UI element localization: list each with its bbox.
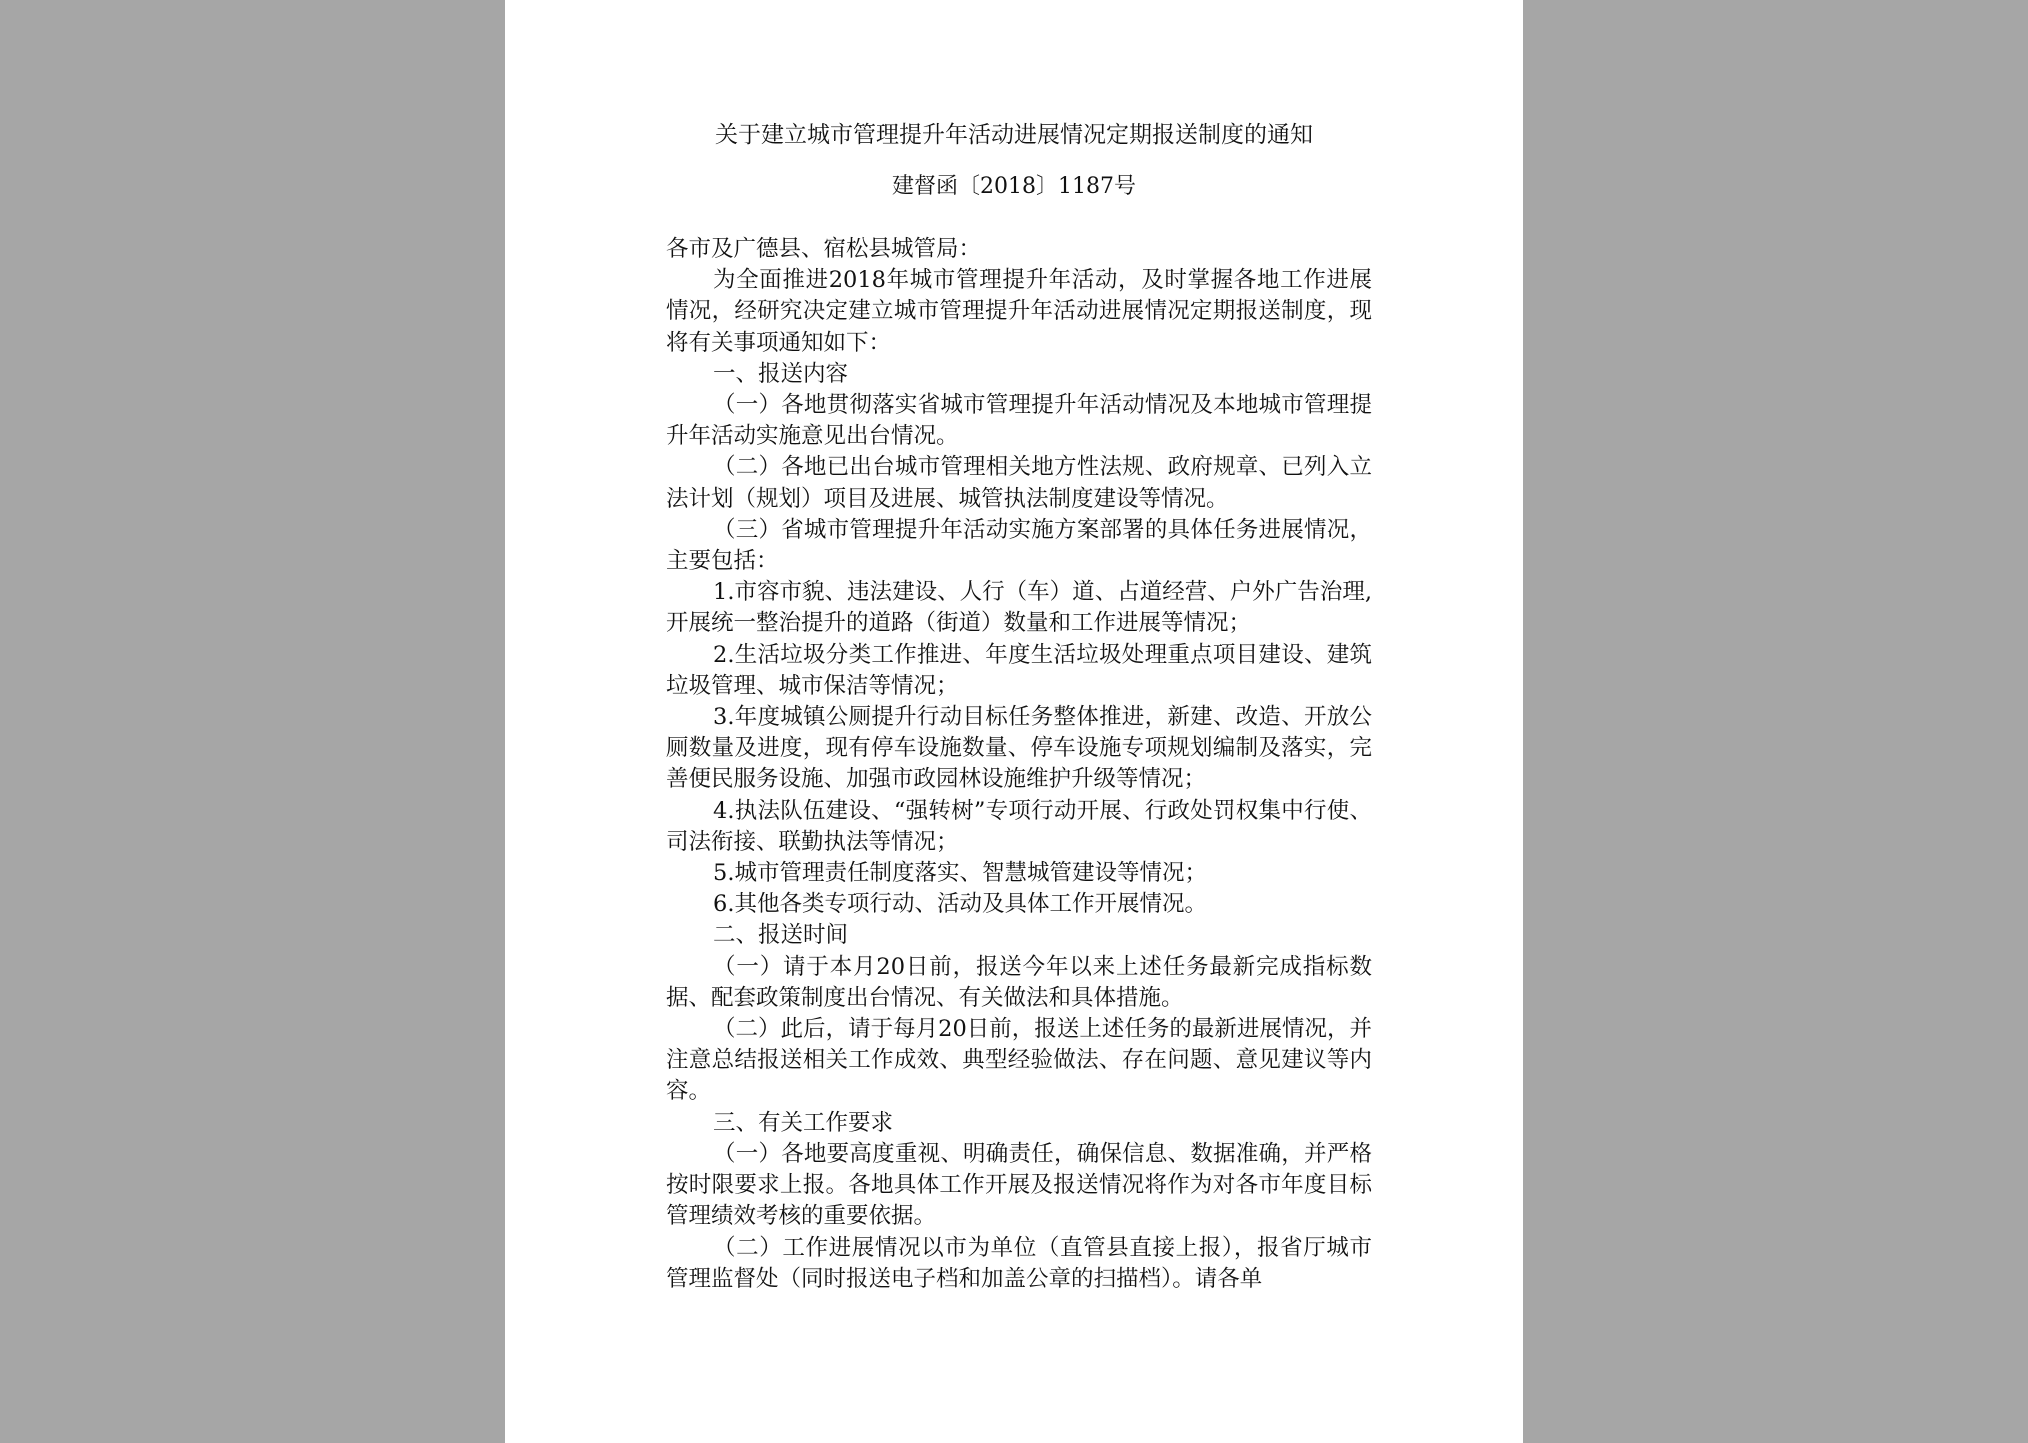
paragraph: （一）各地贯彻落实省城市管理提升年活动情况及本地城市管理提升年活动实施意见出台情况。	[666, 392, 1372, 450]
list-item: 1.市容市貌、违法建设、人行（车）道、占道经营、户外广告治理,开展统一整治提升的道路（街道）数量和工作进展等情况；	[666, 579, 1372, 637]
list-item: 4.执法队伍建设、“强转树”专项行动开展、行政处罚权集中行使、司法衔接、联勤执法等情况；	[666, 797, 1372, 855]
salutation: 各市及广德县、宿松县城管局：	[666, 236, 982, 262]
paragraph: （一）各地要高度重视、明确责任，确保信息、数据准确，并严格按时限要求上报。各地具体工作开展及报送情况将作为对各市年度目标管理绩效考核的重要依据。	[666, 1140, 1372, 1230]
list-item: 3.年度城镇公厕提升行动目标任务整体推进，新建、改造、开放公厕数量及进度，现有停车设施数量、停车设施专项规划编制及落实，完善便民服务设施、加强市政园林设施维护升级等情况；	[666, 704, 1372, 793]
document-title: 关于建立城市管理提升年活动进展情况定期报送制度的通知	[715, 122, 1313, 148]
paragraph: （二）各地已出台城市管理相关地方性法规、政府规章、已列入立法计划（规划）项目及进展、城管执法制度建设等情况。	[666, 454, 1372, 512]
intro-paragraph: 为全面推进2018年城市管理提升年活动，及时掌握各地工作进展情况，经研究决定建立城市管理提升年活动进展情况定期报送制度，现将有关事项通知如下：	[666, 267, 1372, 356]
paragraph: （二）此后，请于每月20日前，报送上述任务的最新进展情况，并注意总结报送相关工作成效、典型经验做法、存在问题、意见建议等内容。	[666, 1016, 1372, 1105]
list-item: 5.城市管理责任制度落实、智慧城管建设等情况；	[713, 860, 1207, 887]
paragraph: （三）省城市管理提升年活动实施方案部署的具体任务进展情况，主要包括：	[666, 516, 1372, 575]
section-heading: 二、报送时间	[713, 922, 849, 949]
section-heading: 一、报送内容	[713, 360, 849, 387]
paragraph: （一）请于本月20日前，报送今年以来上述任务最新完成指标数据、配套政策制度出台情况、有关做法和具体措施。	[666, 953, 1372, 1011]
document-body	[666, 234, 1372, 1295]
list-item: 6.其他各类专项行动、活动及具体工作开展情况。	[713, 891, 1207, 918]
section-heading: 三、有关工作要求	[713, 1109, 894, 1136]
list-item: 2.生活垃圾分类工作推进、年度生活垃圾处理重点项目建设、建筑垃圾管理、城市保洁等情况；	[666, 641, 1372, 699]
document-number: 建督函〔2018〕1187号	[892, 174, 1136, 199]
paragraph: （二）工作进展情况以市为单位（直管县直接上报），报省厅城市管理监督处（同时报送电子档和加盖公章的扫描档）。请各单	[666, 1234, 1372, 1292]
document-page	[505, 0, 1523, 1443]
